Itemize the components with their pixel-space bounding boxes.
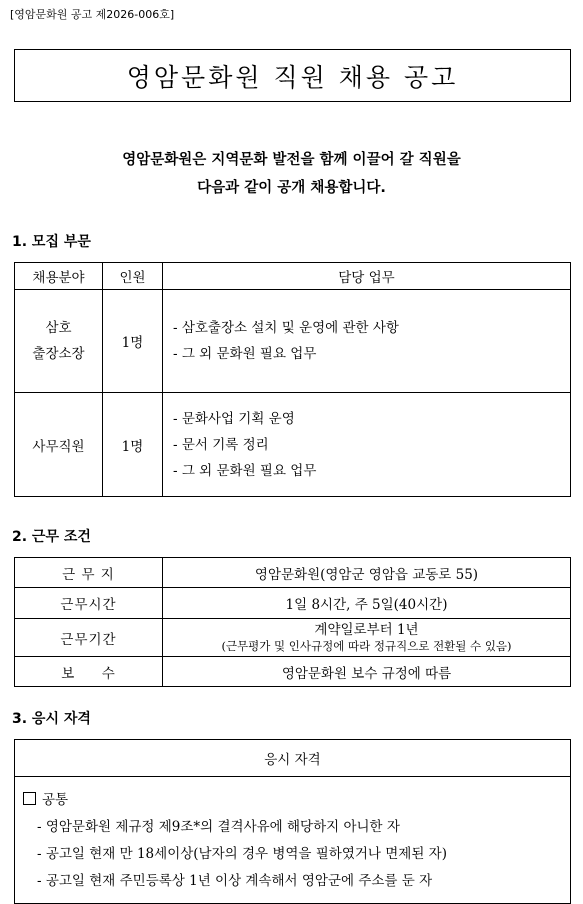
header-field: 채용분야 — [15, 263, 103, 290]
duties-cell — [163, 290, 571, 393]
recruitment-table-header — [15, 263, 571, 290]
list-item: - 영암문화원 제규정 제9조*의 결격사유에 해당하지 아니한 자 — [37, 819, 400, 835]
intro-text — [0, 146, 583, 202]
condition-main: 계약일로부터 1년 — [314, 621, 419, 638]
intro-line-2: 다음과 같이 공개 채용합니다. — [197, 180, 386, 196]
header-count: 인원 — [103, 263, 163, 290]
table-row — [15, 619, 571, 657]
condition-label: 근 무 지 — [15, 558, 163, 588]
condition-label: 보 수 — [15, 657, 163, 687]
count-cell: 1명 — [103, 393, 163, 497]
table-row — [15, 290, 571, 393]
table-row — [15, 558, 571, 588]
section-1-heading: 1. 모집 부문 — [12, 234, 91, 250]
page-title: 영암문화원 직원 채용 공고 — [14, 49, 571, 102]
duty-item: - 문서 기록 정리 — [173, 436, 269, 453]
section-2-heading: 2. 근무 조건 — [12, 529, 91, 545]
count-cell: 1명 — [103, 290, 163, 393]
duty-item: - 그 외 문화원 필요 업무 — [173, 346, 317, 362]
qualification-content — [15, 777, 571, 904]
group-label: 공통 — [42, 792, 69, 808]
condition-value: 영암문화원(영암군 영암읍 교동로 55) — [163, 558, 571, 588]
qualification-header: 응시 자격 — [15, 740, 571, 777]
list-item: - 공고일 현재 만 18세이상(남자의 경우 병역을 필하였거나 면제된 자) — [37, 846, 447, 862]
duty-item: - 문화사업 기획 운영 — [173, 410, 295, 427]
duty-item: - 삼호출장소 설치 및 운영에 관한 사항 — [173, 320, 399, 336]
section-3-heading: 3. 응시 자격 — [12, 711, 91, 727]
list-item: - 공고일 현재 주민등록상 1년 이상 계속해서 영암군에 주소를 둔 자 — [37, 873, 433, 889]
field-cell — [15, 290, 103, 393]
condition-label: 근무기간 — [15, 619, 163, 657]
duty-item: - 그 외 문화원 필요 업무 — [173, 462, 317, 479]
condition-label: 근무시간 — [15, 588, 163, 619]
condition-value: 1일 8시간, 주 5일(40시간) — [163, 588, 571, 619]
notice-number: [영암문화원 공고 제2026-006호] — [10, 8, 175, 21]
table-row — [15, 393, 571, 497]
table-row — [15, 657, 571, 687]
field-name: 삼호 — [45, 320, 72, 336]
condition-value — [163, 619, 571, 657]
table-row — [15, 588, 571, 619]
condition-value: 영암문화원 보수 규정에 따름 — [163, 657, 571, 687]
field-name: 출장소장 — [32, 346, 85, 362]
intro-line-1: 영암문화원은 지역문화 발전을 함께 이끌어 갈 직원을 — [122, 152, 461, 168]
qualification-group — [23, 787, 562, 814]
qualification-table — [14, 739, 571, 904]
recruitment-table — [14, 262, 571, 497]
condition-note: (근무평가 및 인사규정에 따라 정규직으로 전환될 수 있음) — [221, 638, 512, 653]
header-duties: 담당 업무 — [163, 263, 571, 290]
conditions-table — [14, 557, 571, 687]
duties-cell — [163, 393, 571, 497]
checkbox-icon — [23, 792, 36, 805]
field-cell: 사무직원 — [15, 393, 103, 497]
